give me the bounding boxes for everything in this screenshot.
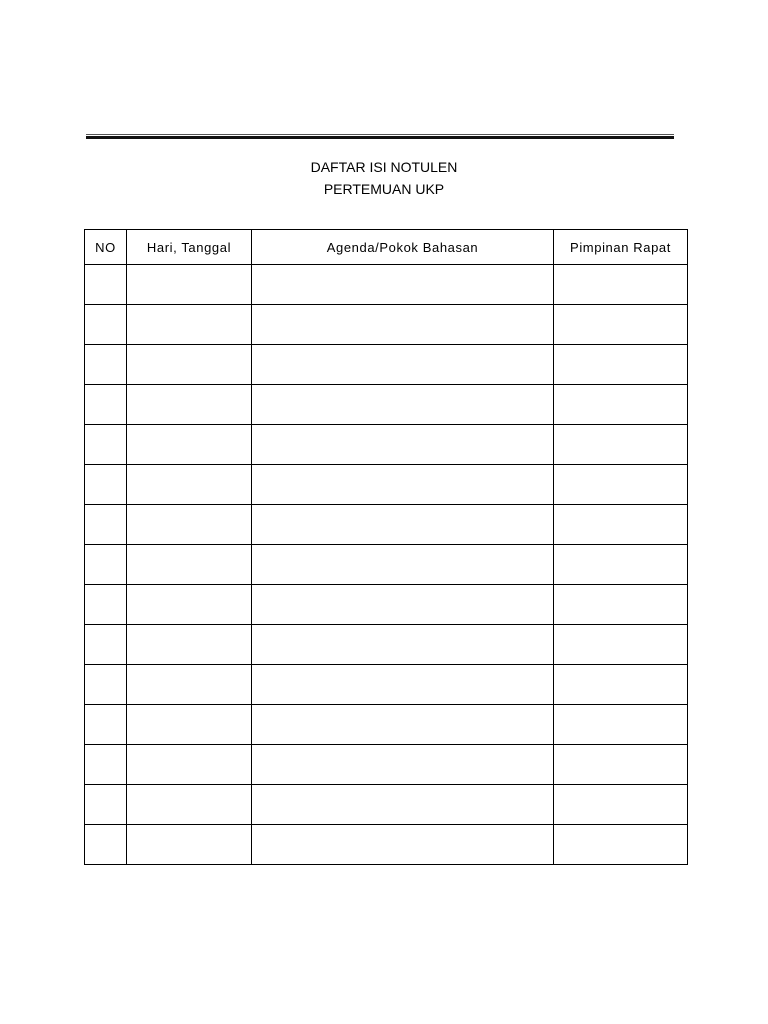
table-cell-date [127, 585, 252, 625]
table-cell-leader [554, 305, 688, 345]
table-cell-leader [554, 545, 688, 585]
header-rule-thick-line [86, 136, 674, 139]
table-row [85, 345, 688, 385]
table-row [85, 265, 688, 305]
table-cell-agenda [252, 785, 554, 825]
table-cell-leader [554, 665, 688, 705]
table-body [85, 265, 688, 865]
table-row [85, 825, 688, 865]
table-cell-no [85, 345, 127, 385]
table-row [85, 705, 688, 745]
table-cell-no [85, 305, 127, 345]
table-row [85, 545, 688, 585]
table-row [85, 505, 688, 545]
table-cell-date [127, 745, 252, 785]
table-cell-date [127, 265, 252, 305]
table-cell-date [127, 705, 252, 745]
table-cell-no [85, 545, 127, 585]
table-cell-date [127, 825, 252, 865]
table-cell-no [85, 465, 127, 505]
table-cell-leader [554, 505, 688, 545]
document-title: DAFTAR ISI NOTULEN [310, 159, 458, 175]
column-header-no: NO [85, 230, 127, 265]
column-header-leader: Pimpinan Rapat [554, 230, 688, 265]
minutes-table [84, 229, 688, 865]
table-cell-agenda [252, 425, 554, 465]
table-cell-date [127, 345, 252, 385]
table-cell-leader [554, 705, 688, 745]
table-cell-no [85, 745, 127, 785]
table-cell-agenda [252, 345, 554, 385]
table-cell-leader [554, 385, 688, 425]
table-cell-leader [554, 785, 688, 825]
table-cell-date [127, 505, 252, 545]
header-rule-thin-line [86, 134, 674, 135]
table-cell-agenda [252, 385, 554, 425]
table-cell-leader [554, 745, 688, 785]
table-cell-agenda [252, 705, 554, 745]
table-cell-no [85, 665, 127, 705]
table-row [85, 745, 688, 785]
table-row [85, 665, 688, 705]
table-cell-agenda [252, 585, 554, 625]
table-cell-agenda [252, 825, 554, 865]
table-row [85, 425, 688, 465]
table-cell-agenda [252, 745, 554, 785]
table-cell-leader [554, 265, 688, 305]
table-cell-date [127, 665, 252, 705]
table-cell-no [85, 625, 127, 665]
table-cell-no [85, 505, 127, 545]
table-cell-leader [554, 345, 688, 385]
table-cell-no [85, 385, 127, 425]
table-cell-no [85, 785, 127, 825]
table-cell-no [85, 265, 127, 305]
column-header-agenda: Agenda/Pokok Bahasan [252, 230, 554, 265]
table-row [85, 785, 688, 825]
table-row [85, 305, 688, 345]
table-cell-date [127, 785, 252, 825]
document-subtitle: PERTEMUAN UKP [323, 181, 445, 197]
table-cell-agenda [252, 665, 554, 705]
table-cell-date [127, 625, 252, 665]
table-cell-date [127, 385, 252, 425]
table-row [85, 385, 688, 425]
table-row [85, 585, 688, 625]
table-cell-no [85, 825, 127, 865]
table-cell-date [127, 305, 252, 345]
table-header-row [85, 230, 688, 265]
header-rule [86, 134, 674, 140]
table-cell-no [85, 425, 127, 465]
table-cell-agenda [252, 625, 554, 665]
table-cell-leader [554, 425, 688, 465]
table-cell-no [85, 705, 127, 745]
table-cell-leader [554, 585, 688, 625]
table-cell-no [85, 585, 127, 625]
table-cell-agenda [252, 265, 554, 305]
table-row [85, 625, 688, 665]
table-cell-leader [554, 465, 688, 505]
table-cell-agenda [252, 465, 554, 505]
table-cell-date [127, 425, 252, 465]
table-cell-leader [554, 825, 688, 865]
table-cell-agenda [252, 545, 554, 585]
table-cell-date [127, 545, 252, 585]
table-cell-date [127, 465, 252, 505]
column-header-date: Hari, Tanggal [127, 230, 252, 265]
table-cell-agenda [252, 305, 554, 345]
table-cell-agenda [252, 505, 554, 545]
table-cell-leader [554, 625, 688, 665]
table-row [85, 465, 688, 505]
